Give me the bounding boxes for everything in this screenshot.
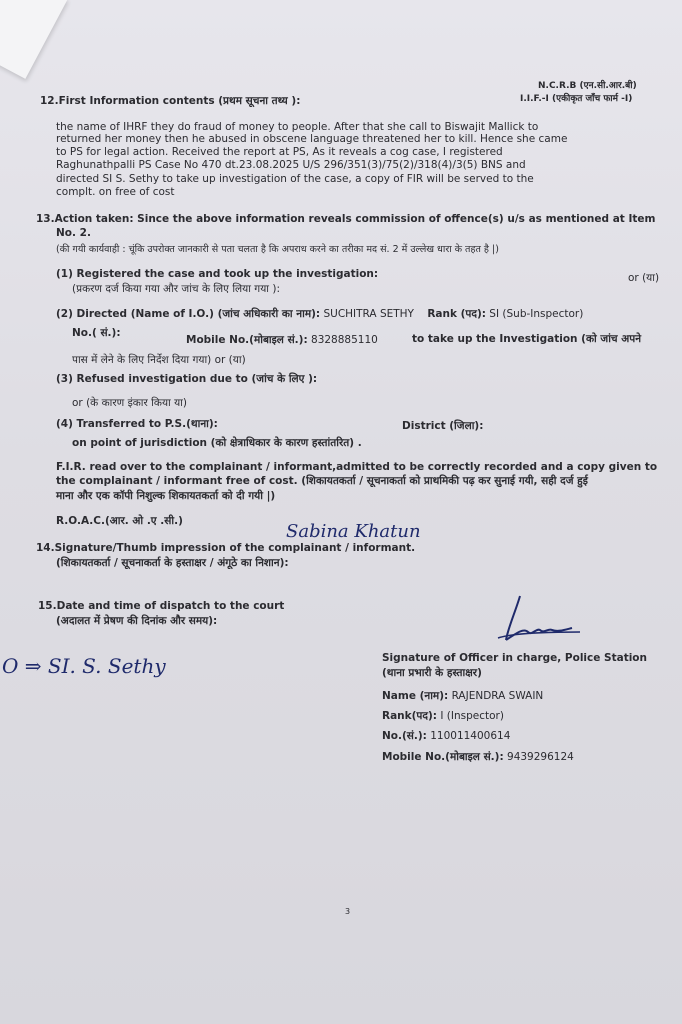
iif-header: I.I.F.-I (एकीकृत जाँच फार्म -I) (520, 94, 633, 104)
item-4-hindi: on point of jurisdiction (को क्षेत्राधिकार के कारण हस्तांतरित) . (72, 437, 362, 449)
officer-signature-mark (488, 588, 588, 650)
io-rank-label: Rank (पद): (427, 308, 486, 320)
officer-name (382, 690, 543, 703)
district-label: District (जिला): (402, 420, 484, 432)
section-13-title: 13.Action taken: Since the above information reveals commission of offence(s) u/s as mentioned at Item (36, 213, 656, 225)
officer-no-label: No.(सं.): (382, 730, 427, 742)
item-1-hindi: (प्रकरण दर्ज किया गया और जांच के लिए लिया गया ): (72, 283, 281, 295)
io-mobile-value: 8328885110 (311, 334, 378, 346)
officer-rank (382, 710, 504, 723)
roac-label: R.O.A.C.(आर. ओ .ए .सी.) (56, 515, 183, 527)
fir-content-line: Raghunathpalli PS Case No 470 dt.23.08.2025 U/S 296/351(3)/75(2)/318(4)/3(5) BNS and (56, 159, 526, 171)
officer-no (382, 730, 510, 743)
io-mobile (186, 334, 378, 347)
section-14-title: 14.Signature/Thumb impression of the complainant / informant. (36, 542, 416, 554)
officer-mobile (382, 751, 574, 764)
fir-content-line: directed SI S. Sethy to take up investigation of the case, a copy of FIR will be served to the (56, 173, 534, 185)
section-13-title-cont: No. 2. (56, 227, 91, 239)
item-2-label: (2) Directed (Name of I.O.) (जांच अधिकारी का नाम): (56, 308, 321, 320)
fir-content-line: to PS for legal action. Received the report at PS, As it reveals a cog case, I registered (56, 146, 503, 158)
item-1-or: or (या) (628, 272, 660, 284)
complainant-signature: Sabina Khatun (286, 521, 421, 542)
item-4-transferred: (4) Transferred to P.S.(थाना): (56, 418, 218, 430)
officer-no-value: 110011400614 (430, 730, 511, 742)
section-13-hindi: (की गयी कार्यवाही : चूंकि उपरोक्त जानकारी से पता चलता है कि अपराध करने का तरीका मद सं. 2 में उल्लेख धारा के तहत है |) (56, 244, 499, 255)
page-number: 3 (345, 907, 351, 916)
folded-paper-corner (0, 0, 68, 79)
fir-read-over-line: माना और एक कॉपी निशुल्क शिकायतकर्ता को दी गयी |) (56, 490, 276, 502)
io-no-label: No.( सं.): (72, 327, 121, 339)
fir-read-over-line: the complainant / informant free of cost. (शिकायतकर्ता / सूचनाकर्ता को प्राथमिकी पढ़ कर सुनाई गयी, सही दर्ज हुई (56, 475, 588, 487)
officer-mobile-label: Mobile No.(मोबाइल सं.): (382, 751, 504, 763)
officer-mobile-value: 9439296124 (507, 751, 574, 763)
section-14-hindi: (शिकायतकर्ता / सूचनाकर्ता के हस्ताक्षर / अंगूठे का निशान): (56, 557, 289, 569)
officer-rank-value: I (Inspector) (440, 710, 504, 722)
item-2-directed (56, 308, 583, 321)
io-rank-value: SI (Sub-Inspector) (489, 308, 584, 320)
item-1-registered: (1) Registered the case and took up the investigation: (56, 268, 379, 280)
take-up-investigation-hindi: पास में लेने के लिए निर्देश दिया गया) or (या) (72, 354, 246, 366)
fir-read-over-line: F.I.R. read over to the complainant / informant,admitted to be correctly recorded and a copy given to (56, 461, 658, 473)
officer-rank-label: Rank(पद): (382, 710, 437, 722)
officer-signature-label-hindi: (थाना प्रभारी के हस्ताक्षर) (382, 667, 482, 679)
section-15-hindi: (अदालत में प्रेषण की दिनांक और समय): (56, 615, 218, 627)
take-up-investigation: to take up the Investigation (को जांच अपने (412, 333, 642, 345)
handwritten-note: O ⇒ SI. S. Sethy (2, 654, 166, 678)
fir-content-line: complt. on free of cost (56, 186, 175, 198)
io-mobile-label: Mobile No.(मोबाइल सं.): (186, 334, 308, 346)
officer-name-value: RAJENDRA SWAIN (451, 690, 544, 702)
section-15-title: 15.Date and time of dispatch to the court (38, 600, 285, 612)
fir-content-line: the name of IHRF they do fraud of money to people. After that she call to Biswajit Mallick to (56, 121, 539, 133)
ncrb-header: N.C.R.B (एन.सी.आर.बी) (538, 81, 637, 91)
fir-content-line: returned her money then he abused in obscene language threatened her to kill. Hence she came (56, 133, 568, 145)
officer-signature-label: Signature of Officer in charge, Police Station (382, 652, 647, 664)
io-name: SUCHITRA SETHY (323, 308, 414, 320)
item-3-refused: (3) Refused investigation due to (जांच के लिए ): (56, 373, 318, 385)
officer-name-label: Name (नाम): (382, 690, 449, 702)
section-12-title: 12.First Information contents (प्रथम सूचना तथ्य ): (40, 95, 301, 107)
item-3-hindi: or (के कारण इंकार किया या) (72, 397, 187, 409)
